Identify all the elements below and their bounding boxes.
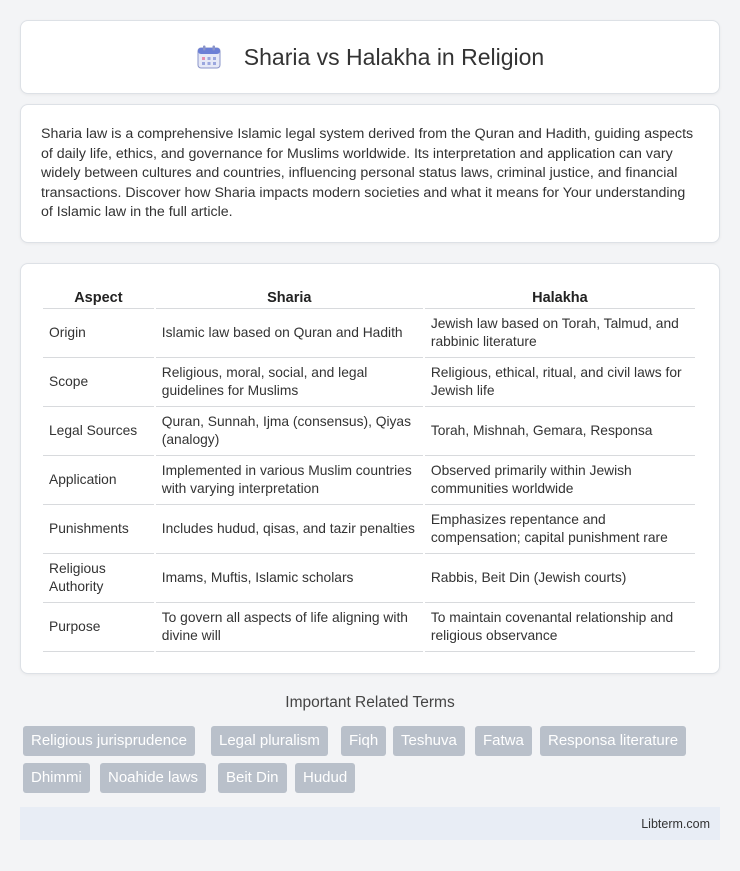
sharia-cell: Quran, Sunnah, Ijma (consensus), Qiyas (analogy)	[156, 407, 423, 456]
footer-site-link[interactable]: Libterm.com	[641, 816, 710, 831]
sharia-cell: To govern all aspects of life aligning with divine will	[156, 603, 423, 652]
aspect-cell: Origin	[43, 309, 154, 358]
tag-dhimmi[interactable]: Dhimmi	[23, 763, 90, 793]
tag-legal-pluralism[interactable]: Legal pluralism	[211, 726, 328, 756]
sharia-cell: Islamic law based on Quran and Hadith	[156, 309, 423, 358]
tag-religious-jurisprudence[interactable]: Religious jurisprudence	[23, 726, 195, 756]
aspect-cell: Religious Authority	[43, 554, 154, 603]
aspect-cell: Legal Sources	[43, 407, 154, 456]
table-row	[43, 456, 695, 505]
table-row	[43, 309, 695, 358]
tag-responsa-literature[interactable]: Responsa literature	[540, 726, 686, 756]
header-sharia: Sharia	[156, 284, 423, 309]
table-header-row	[43, 284, 695, 309]
tag-hudud[interactable]: Hudud	[295, 763, 355, 793]
header-halakha: Halakha	[425, 284, 695, 309]
halakha-cell: Religious, ethical, ritual, and civil laws for Jewish life	[425, 358, 695, 407]
page-title: Sharia vs Halakha in Religion	[243, 43, 545, 70]
tag-fatwa[interactable]: Fatwa	[475, 726, 532, 756]
footer	[20, 807, 720, 840]
sharia-cell: Includes hudud, qisas, and tazir penalties	[156, 505, 423, 554]
tag-fiqh[interactable]: Fiqh	[341, 726, 386, 756]
halakha-cell: Rabbis, Beit Din (Jewish courts)	[425, 554, 695, 603]
intro-text: Sharia law is a comprehensive Islamic legal system derived from the Quran and Hadith, guiding aspects of daily life, ethics, and governance for Muslims worldwide. Its interpretation and application can vary widely between cultures and countries, influencing personal status laws, criminal justice, and financial transactions. Discover how Sharia impacts modern societies and what it means for Your understanding of Islamic law in the full article.	[41, 126, 694, 221]
aspect-cell: Purpose	[43, 603, 154, 652]
tag-teshuva[interactable]: Teshuva	[393, 726, 465, 756]
halakha-cell: Jewish law based on Torah, Talmud, and rabbinic literature	[425, 309, 695, 358]
comparison-table	[41, 284, 697, 652]
aspect-cell: Application	[43, 456, 154, 505]
halakha-cell: Torah, Mishnah, Gemara, Responsa	[425, 407, 695, 456]
halakha-cell: To maintain covenantal relationship and religious observance	[425, 603, 695, 652]
related-terms-title: Important Related Terms	[285, 694, 455, 711]
table-row	[43, 505, 695, 554]
sharia-cell: Imams, Muftis, Islamic scholars	[156, 554, 423, 603]
tag-beit-din[interactable]: Beit Din	[218, 763, 287, 793]
header-aspect: Aspect	[43, 284, 154, 309]
halakha-cell: Emphasizes repentance and compensation; capital punishment rare	[425, 505, 695, 554]
sharia-cell: Implemented in various Muslim countries with varying interpretation	[156, 456, 423, 505]
comparison-card	[20, 263, 720, 674]
table-row	[43, 554, 695, 603]
sharia-cell: Religious, moral, social, and legal guidelines for Muslims	[156, 358, 423, 407]
table-row	[43, 358, 695, 407]
title-card	[20, 20, 720, 94]
halakha-cell: Observed primarily within Jewish communities worldwide	[425, 456, 695, 505]
table-row	[43, 603, 695, 652]
intro-card	[20, 104, 720, 243]
aspect-cell: Scope	[43, 358, 154, 407]
table-row	[43, 407, 695, 456]
calendar-icon	[196, 44, 222, 70]
aspect-cell: Punishments	[43, 505, 154, 554]
tag-noahide-laws[interactable]: Noahide laws	[100, 763, 206, 793]
